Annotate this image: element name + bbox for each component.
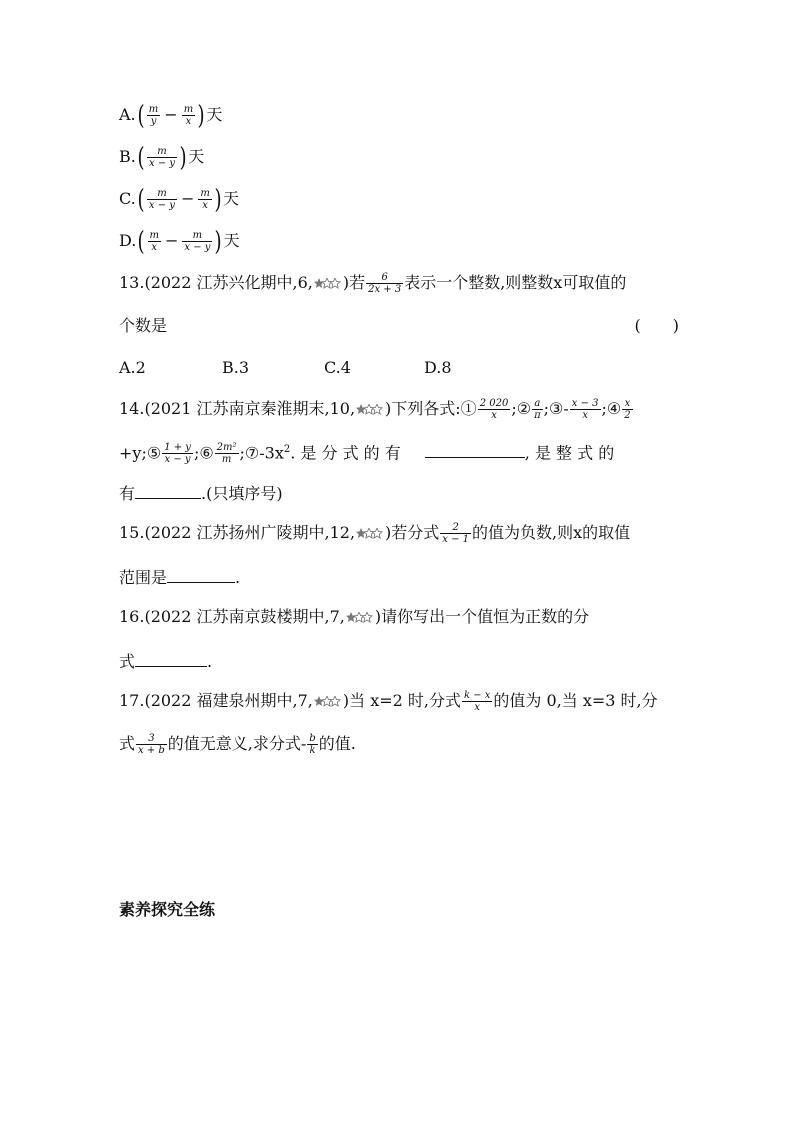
option-12-c: C.( $\frac{m}{x - y}$ − $\frac{m}{x}$ )天: [119, 184, 240, 215]
fraction: $\frac{m}{y}$: [148, 104, 159, 127]
section-title: 素养探究全练: [119, 900, 216, 919]
fraction: $\frac{2 020}{x}$: [479, 398, 509, 421]
fraction: $\frac{6}{2x + 3}$: [368, 272, 402, 295]
question-13-options: A.2 B.3 C.4 D.8: [119, 358, 452, 377]
fraction: $\frac{\text{2m²}}{m}$: [216, 442, 237, 466]
answer-parens: ( ): [634, 316, 679, 335]
difficulty-stars-icon: [346, 612, 374, 623]
difficulty-stars-icon: [356, 404, 384, 415]
option-12-a: A.( $\frac{m}{y}$ − $\frac{m}{x}$ )天: [119, 100, 223, 131]
fraction: $\frac{b}{k}$: [309, 733, 316, 756]
fraction: $\frac{3}{x + b}$: [138, 733, 165, 756]
fraction: $\frac{m}{x}$: [149, 230, 159, 253]
fraction: $\frac{2}{x - 1}$: [442, 522, 470, 545]
fraction: $\frac{m}{x - y}$: [149, 146, 176, 169]
difficulty-stars-icon: [314, 696, 342, 707]
fraction: $\frac{m}{x}$: [183, 104, 194, 127]
fraction: $\frac{x}{2}$: [624, 398, 631, 421]
fraction: $\frac{m}{x}$: [200, 188, 210, 211]
question-14-line1: 14.(2021 江苏南京秦淮期末,10, )下列各式:① $\frac{2 020}{x}$ ;② $\frac{a}{\pi}$ ;③- $\frac{x - 3}{x}$ ;④ $\frac{x}{2}$: [119, 398, 631, 421]
answer-blank[interactable]: [135, 650, 207, 667]
fraction: $\frac{m}{x - y}$: [148, 188, 175, 211]
difficulty-stars-icon: [356, 528, 384, 539]
question-16-line2: 式 .: [119, 652, 213, 671]
option-12-b: B.( $\frac{m}{x - y}$ )天: [119, 142, 205, 173]
option-12-d: D.( $\frac{m}{x}$ − $\frac{m}{x - y}$ )天: [119, 226, 240, 257]
question-15-line1: 15.(2022 江苏扬州广陵期中,12, )若分式 $\frac{2}{x - 1}$ 的值为负数,则x的取值: [119, 522, 631, 545]
answer-blank[interactable]: [135, 482, 201, 499]
question-13-line2: 个数是 ( ): [119, 316, 679, 335]
question-17-line2: 式 $\frac{3}{x + b}$ 的值无意义,求分式- $\frac{b}{k}$ 的值.: [119, 733, 356, 756]
question-17-line1: 17.(2022 福建泉州期中,7, )当 x=2 时,分式 $\frac{k - x}{x}$ 的值为 0,当 x=3 时,分: [119, 690, 658, 713]
question-16-line1: 16.(2022 江苏南京鼓楼期中,7, )请你写出一个值恒为正数的分: [119, 607, 590, 626]
question-14-line2: +y;⑤ $\frac{1 + y}{x - y}$ ;⑥ $\frac{\text{2m²}}{m}$ $;⑦-3x^2$. 是 分 式 的 有 , 是 整 式 的: [119, 442, 615, 466]
fraction: $\frac{m}{x - y}$: [184, 230, 211, 253]
question-15-line2: 范围是 .: [119, 568, 241, 587]
fraction: $\frac{1 + y}{x - y}$: [164, 442, 191, 466]
difficulty-stars-icon: [314, 278, 342, 289]
fraction: $\frac{x - 3}{x}$: [571, 398, 599, 421]
fraction: $\frac{a}{\pi}$: [534, 398, 541, 421]
question-13-line1: 13.(2022 江苏兴化期中,6, )若 $\frac{6}{2x + 3}$ 表示一个整数,则整数x可取值的: [119, 272, 627, 295]
fraction: $\frac{k - x}{x}$: [463, 690, 491, 713]
answer-blank[interactable]: [167, 566, 235, 583]
answer-blank[interactable]: [425, 441, 525, 458]
question-14-line3: 有 .(只填序号): [119, 484, 283, 503]
